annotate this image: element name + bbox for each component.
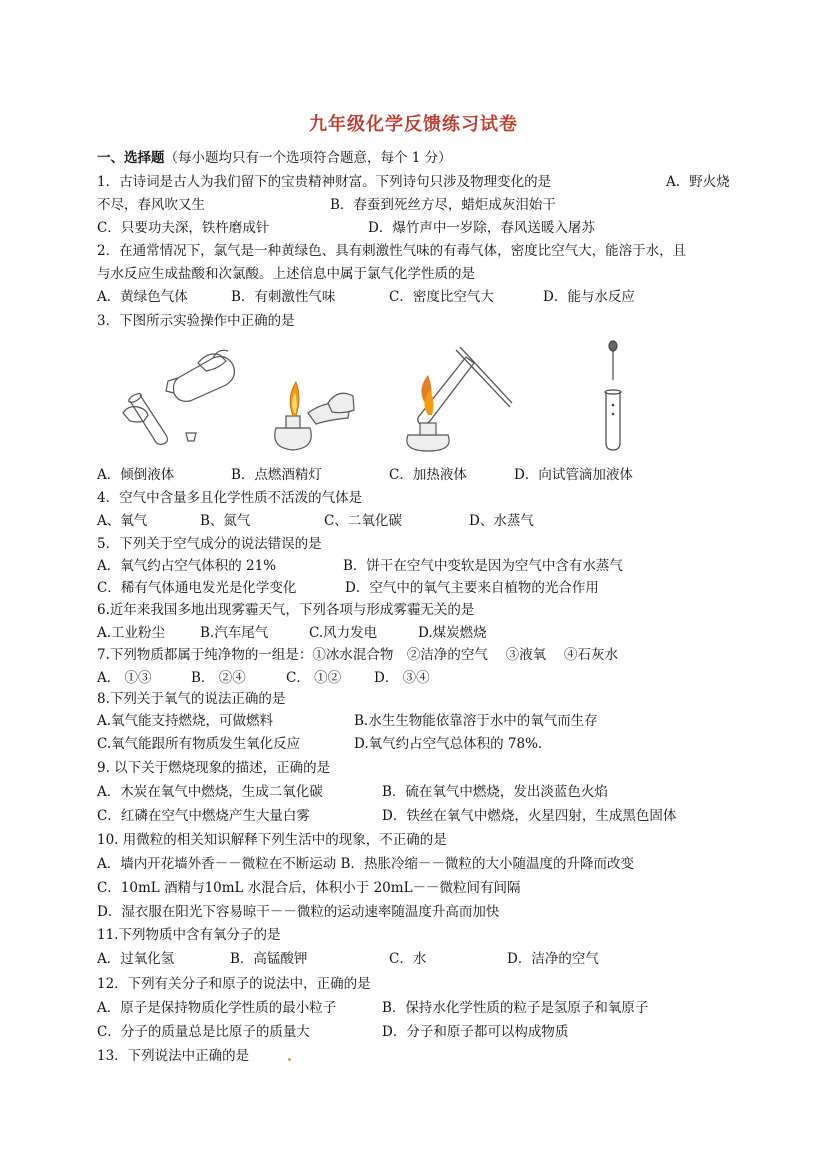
- q8-option-a: A.氧气能支持燃烧，可做燃料: [97, 713, 274, 729]
- q1-option-a: A．野火烧: [666, 174, 730, 190]
- q2-option-c: C．密度比空气大: [389, 289, 494, 305]
- q6-option-c: C.风力发电: [309, 625, 378, 641]
- q12-option-c: C．分子的质量总是比原子的质量大: [97, 1024, 310, 1040]
- q6-option-a: A.工业粉尘: [97, 625, 166, 641]
- q11-option-c: C．水: [389, 951, 427, 967]
- q3-option-c: C．加热液体: [389, 467, 467, 483]
- q5-option-a: A．氧气约占空气体积的 21%: [97, 558, 277, 574]
- q1-option-c: C．只要功夫深，铁杵磨成针: [97, 220, 270, 236]
- q12-option-d: D．分子和原子都可以构成物质: [382, 1024, 569, 1040]
- q9-stem: 9. 以下关于燃烧现象的描述，正确的是: [97, 760, 331, 776]
- q1-stem: 1．古诗词是古人为我们留下的宝贵精神财富。下列诗句只涉及物理变化的是: [97, 174, 552, 190]
- q9-option-b: B．硫在氧气中燃烧，发出淡蓝色火焰: [382, 784, 608, 800]
- q1-option-b: B．春蚕到死丝方尽，蜡炬成灰泪始干: [330, 197, 556, 213]
- pouring-liquid-figure: [118, 343, 243, 453]
- lighting-lamp-figure: [258, 368, 368, 453]
- q3-option-d: D．向试管滴加液体: [514, 467, 633, 483]
- q2-stem-2: 与水反应生成盐酸和次氯酸。上述信息中属于氯气化学性质的是: [97, 266, 475, 282]
- q5-stem: 5．下列关于空气成分的说法错误的是: [97, 536, 322, 552]
- stray-mark: [288, 1058, 291, 1061]
- q8-option-c: C.氧气能跟所有物质发生氧化反应: [97, 736, 301, 752]
- q6-option-b: B.汽车尾气: [200, 625, 269, 641]
- q7-stem: 7.下列物质都属于纯净物的一组是：①冰水混合物 ②洁净的空气 ③液氧 ④石灰水: [97, 647, 618, 663]
- q5-option-c: C．稀有气体通电发光是化学变化: [97, 580, 297, 596]
- q10-option-d: D．湿衣服在阳光下容易晾干－－微粒的运动速率随温度升高而加快: [97, 904, 500, 920]
- q11-option-d: D．洁净的空气: [507, 951, 599, 967]
- q7-option-c: C． ①②: [286, 670, 342, 686]
- q5-option-b: B．饼干在空气中变软是因为空气中含有水蒸气: [343, 558, 623, 574]
- q7-option-d: D． ③④: [374, 670, 430, 686]
- q2-stem-1: 2．在通常情况下，氯气是一种黄绿色、具有刺激性气味的有毒气体，密度比空气大，能溶于水，且: [97, 243, 687, 259]
- q8-option-b: B.水生生物能依靠溶于水中的氧气而生存: [354, 713, 598, 729]
- q7-option-b: B． ②④: [191, 670, 246, 686]
- q7-option-a: A． ①③: [97, 670, 152, 686]
- q4-option-d: D、水蒸气: [469, 513, 534, 529]
- q9-option-c: C．红磷在空气中燃烧产生大量白雾: [97, 808, 310, 824]
- q9-option-a: A．木炭在氧气中燃烧，生成二氧化碳: [97, 784, 323, 800]
- q4-option-b: B、氮气: [200, 513, 251, 529]
- q1-option-d: D．爆竹声中一岁除，春风送暖入屠苏: [368, 220, 595, 236]
- q11-stem: 11.下列物质中含有氧分子的是: [97, 927, 281, 943]
- q11-option-a: A．过氧化氢: [97, 951, 175, 967]
- q4-stem: 4．空气中含量多且化学性质不活泼的气体是: [97, 490, 363, 506]
- q8-option-d: D.氧气约占空气总体积的 78%.: [354, 736, 543, 752]
- page-title: 九年级化学反馈练习试卷: [309, 114, 518, 135]
- heating-liquid-figure: [398, 345, 513, 453]
- q10-option-c: C．10mL 酒精与10mL 水混合后，体积小于 20mL－－微粒间有间隔: [97, 880, 521, 896]
- q2-option-b: B．有刺激性气味: [231, 289, 336, 305]
- q6-stem: 6.近年来我国多地出现雾霾天气，下列各项与形成雾霾无关的是: [97, 602, 475, 618]
- q12-option-b: B．保持水化学性质的粒子是氢原子和氧原子: [382, 1000, 649, 1016]
- q12-option-a: A．原子是保持物质化学性质的最小粒子: [97, 1000, 337, 1016]
- q2-option-d: D．能与水反应: [543, 289, 635, 305]
- section-note: （每小题均只有一个选项符合题意，每个 1 分）: [164, 150, 452, 166]
- section-title: 一、选择题: [97, 150, 165, 166]
- q11-option-b: B．高锰酸钾: [230, 951, 308, 967]
- q6-option-d: D.煤炭燃烧: [418, 625, 487, 641]
- q10-stem: 10. 用微粒的相关知识解释下列生活中的现象，不正确的是: [97, 832, 447, 848]
- q3-option-b: B．点燃酒精灯: [231, 467, 322, 483]
- q9-option-d: D．铁丝在氧气中燃烧，火星四射，生成黑色固体: [382, 808, 677, 824]
- q8-stem: 8.下列关于氧气的说法正确的是: [97, 691, 286, 707]
- q13-stem: 13．下列说法中正确的是: [97, 1048, 250, 1064]
- q10-option-ab: A．墙内开花墙外香－－微粒在不断运动 B．热胀冷缩－－微粒的大小随温度的升降而改变: [97, 856, 634, 872]
- q3-stem: 3．下图所示实验操作中正确的是: [97, 313, 295, 329]
- q1-option-a-cont: 不尽，春风吹又生: [97, 197, 205, 213]
- q3-option-a: A．倾倒液体: [97, 467, 175, 483]
- q2-option-a: A．黄绿色气体: [97, 289, 188, 305]
- section-header: [97, 148, 452, 168]
- q4-option-c: C、二氧化碳: [324, 513, 402, 529]
- q12-stem: 12．下列有关分子和原子的说法中，正确的是: [97, 976, 371, 992]
- dropper-figure: [598, 340, 628, 452]
- q4-option-a: A、氧气: [97, 513, 148, 529]
- q5-option-d: D．空气中的氧气主要来自植物的光合作用: [345, 580, 599, 596]
